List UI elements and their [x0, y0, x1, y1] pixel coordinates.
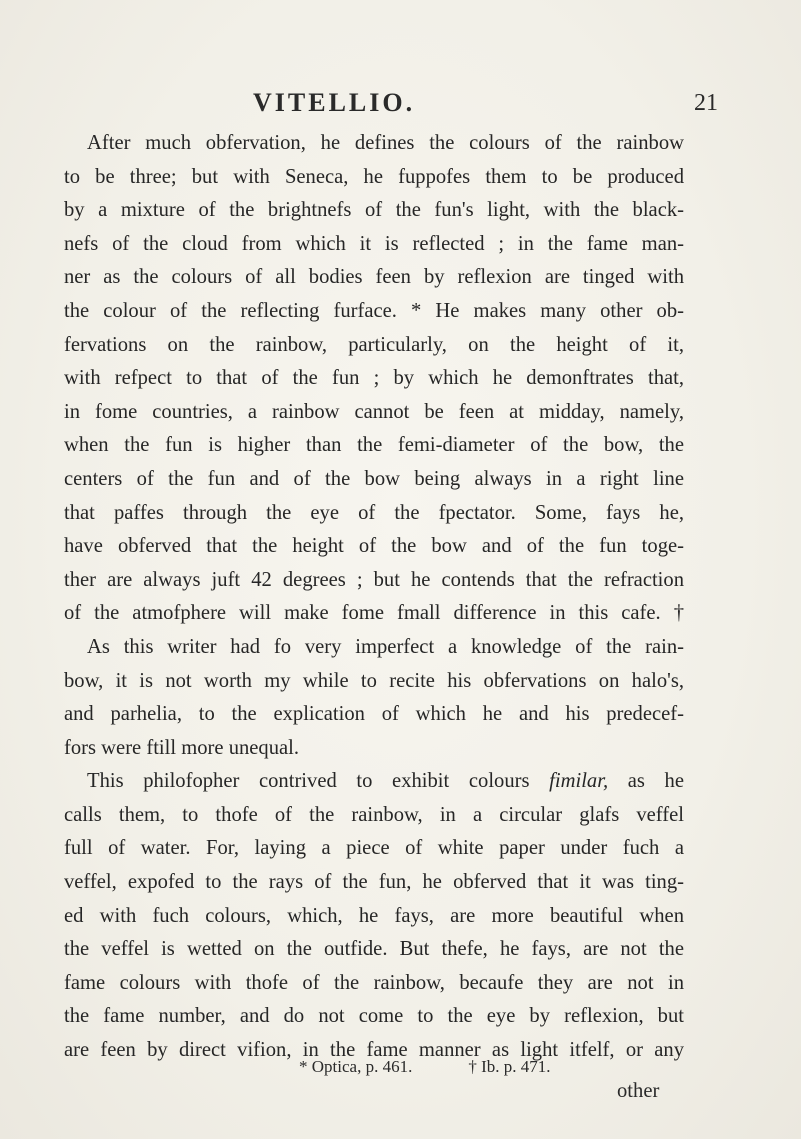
text-line: of the atmofphere will make fome fmall difference in this cafe. † [64, 602, 684, 625]
text-line: nefs of the cloud from which it is reflected ; in the fame man- [64, 232, 684, 255]
text-fragment: as he [608, 770, 684, 793]
catchword: other [617, 1080, 660, 1102]
footnote-optica: * Optica, p. 461. [299, 1057, 413, 1076]
text-line: centers of the fun and of the bow being always in a right line [64, 467, 684, 490]
text-line: that paffes through the eye of the fpectator. Some, fays he, [64, 501, 684, 524]
text-line: and parhelia, to the explication of which he and his predecef- [64, 703, 684, 726]
text-line: After much obfervation, he defines the colours of the rainbow [87, 132, 684, 154]
text-line: ther are always juft 42 degrees ; but he contends that the refraction [64, 568, 684, 591]
text-line: ed with fuch colours, which, he fays, are more beautiful when [64, 904, 684, 927]
text-line: the fame number, and do not come to the eye by reflexion, but [64, 1005, 684, 1028]
text-line: As this writer had fo very imperfect a knowledge of the rain- [87, 635, 684, 658]
text-fragment: This philofopher contrived to exhibit colours [87, 770, 550, 793]
running-title: VITELLIO. [253, 88, 416, 117]
text-line: in fome countries, a rainbow cannot be feen at midday, namely, [64, 400, 684, 423]
text-line: fors were ftill more unequal. [64, 736, 300, 759]
footnote-ib: † Ib. p. 471. [468, 1057, 551, 1076]
text-line: veffel, expofed to the rays of the fun, he obferved that it was ting- [64, 871, 684, 894]
text-line: by a mixture of the brightnefs of the fun's light, with the black- [64, 199, 684, 222]
text-line: are feen by direct vifion, in the fame manner as light itfelf, or any [64, 1039, 684, 1062]
text-line: with refpect to that of the fun ; by which he demonftrates that, [64, 367, 684, 390]
text-line: calls them, to thofe of the rainbow, in a circular glafs veffel [64, 803, 684, 826]
text-line: when the fun is higher than the femi-diameter of the bow, the [64, 434, 684, 457]
text-line: to be three; but with Seneca, he fuppofes them to be produced [64, 165, 684, 188]
text-line: fervations on the rainbow, particularly, on the height of it, [64, 333, 684, 356]
body-text [64, 127, 684, 1068]
text-line [64, 765, 684, 799]
italic-word: fimilar, [549, 770, 609, 793]
text-line: have obferved that the height of the bow and of the fun toge- [64, 535, 684, 558]
text-line: fame colours with thofe of the rainbow, becaufe they are not in [64, 971, 684, 994]
text-line: ner as the colours of all bodies feen by reflexion are tinged with [64, 266, 684, 289]
page-number: 21 [694, 90, 718, 116]
text-line: the colour of the reflecting furface. * He makes many other ob- [64, 299, 684, 322]
footnotes [299, 1057, 551, 1077]
text-line: full of water. For, laying a piece of white paper under fuch a [64, 837, 684, 860]
text-line: bow, it is not worth my while to recite his obfervations on halo's, [64, 669, 684, 692]
text-line: the veffel is wetted on the outfide. But thefe, he fays, are not the [64, 938, 684, 961]
